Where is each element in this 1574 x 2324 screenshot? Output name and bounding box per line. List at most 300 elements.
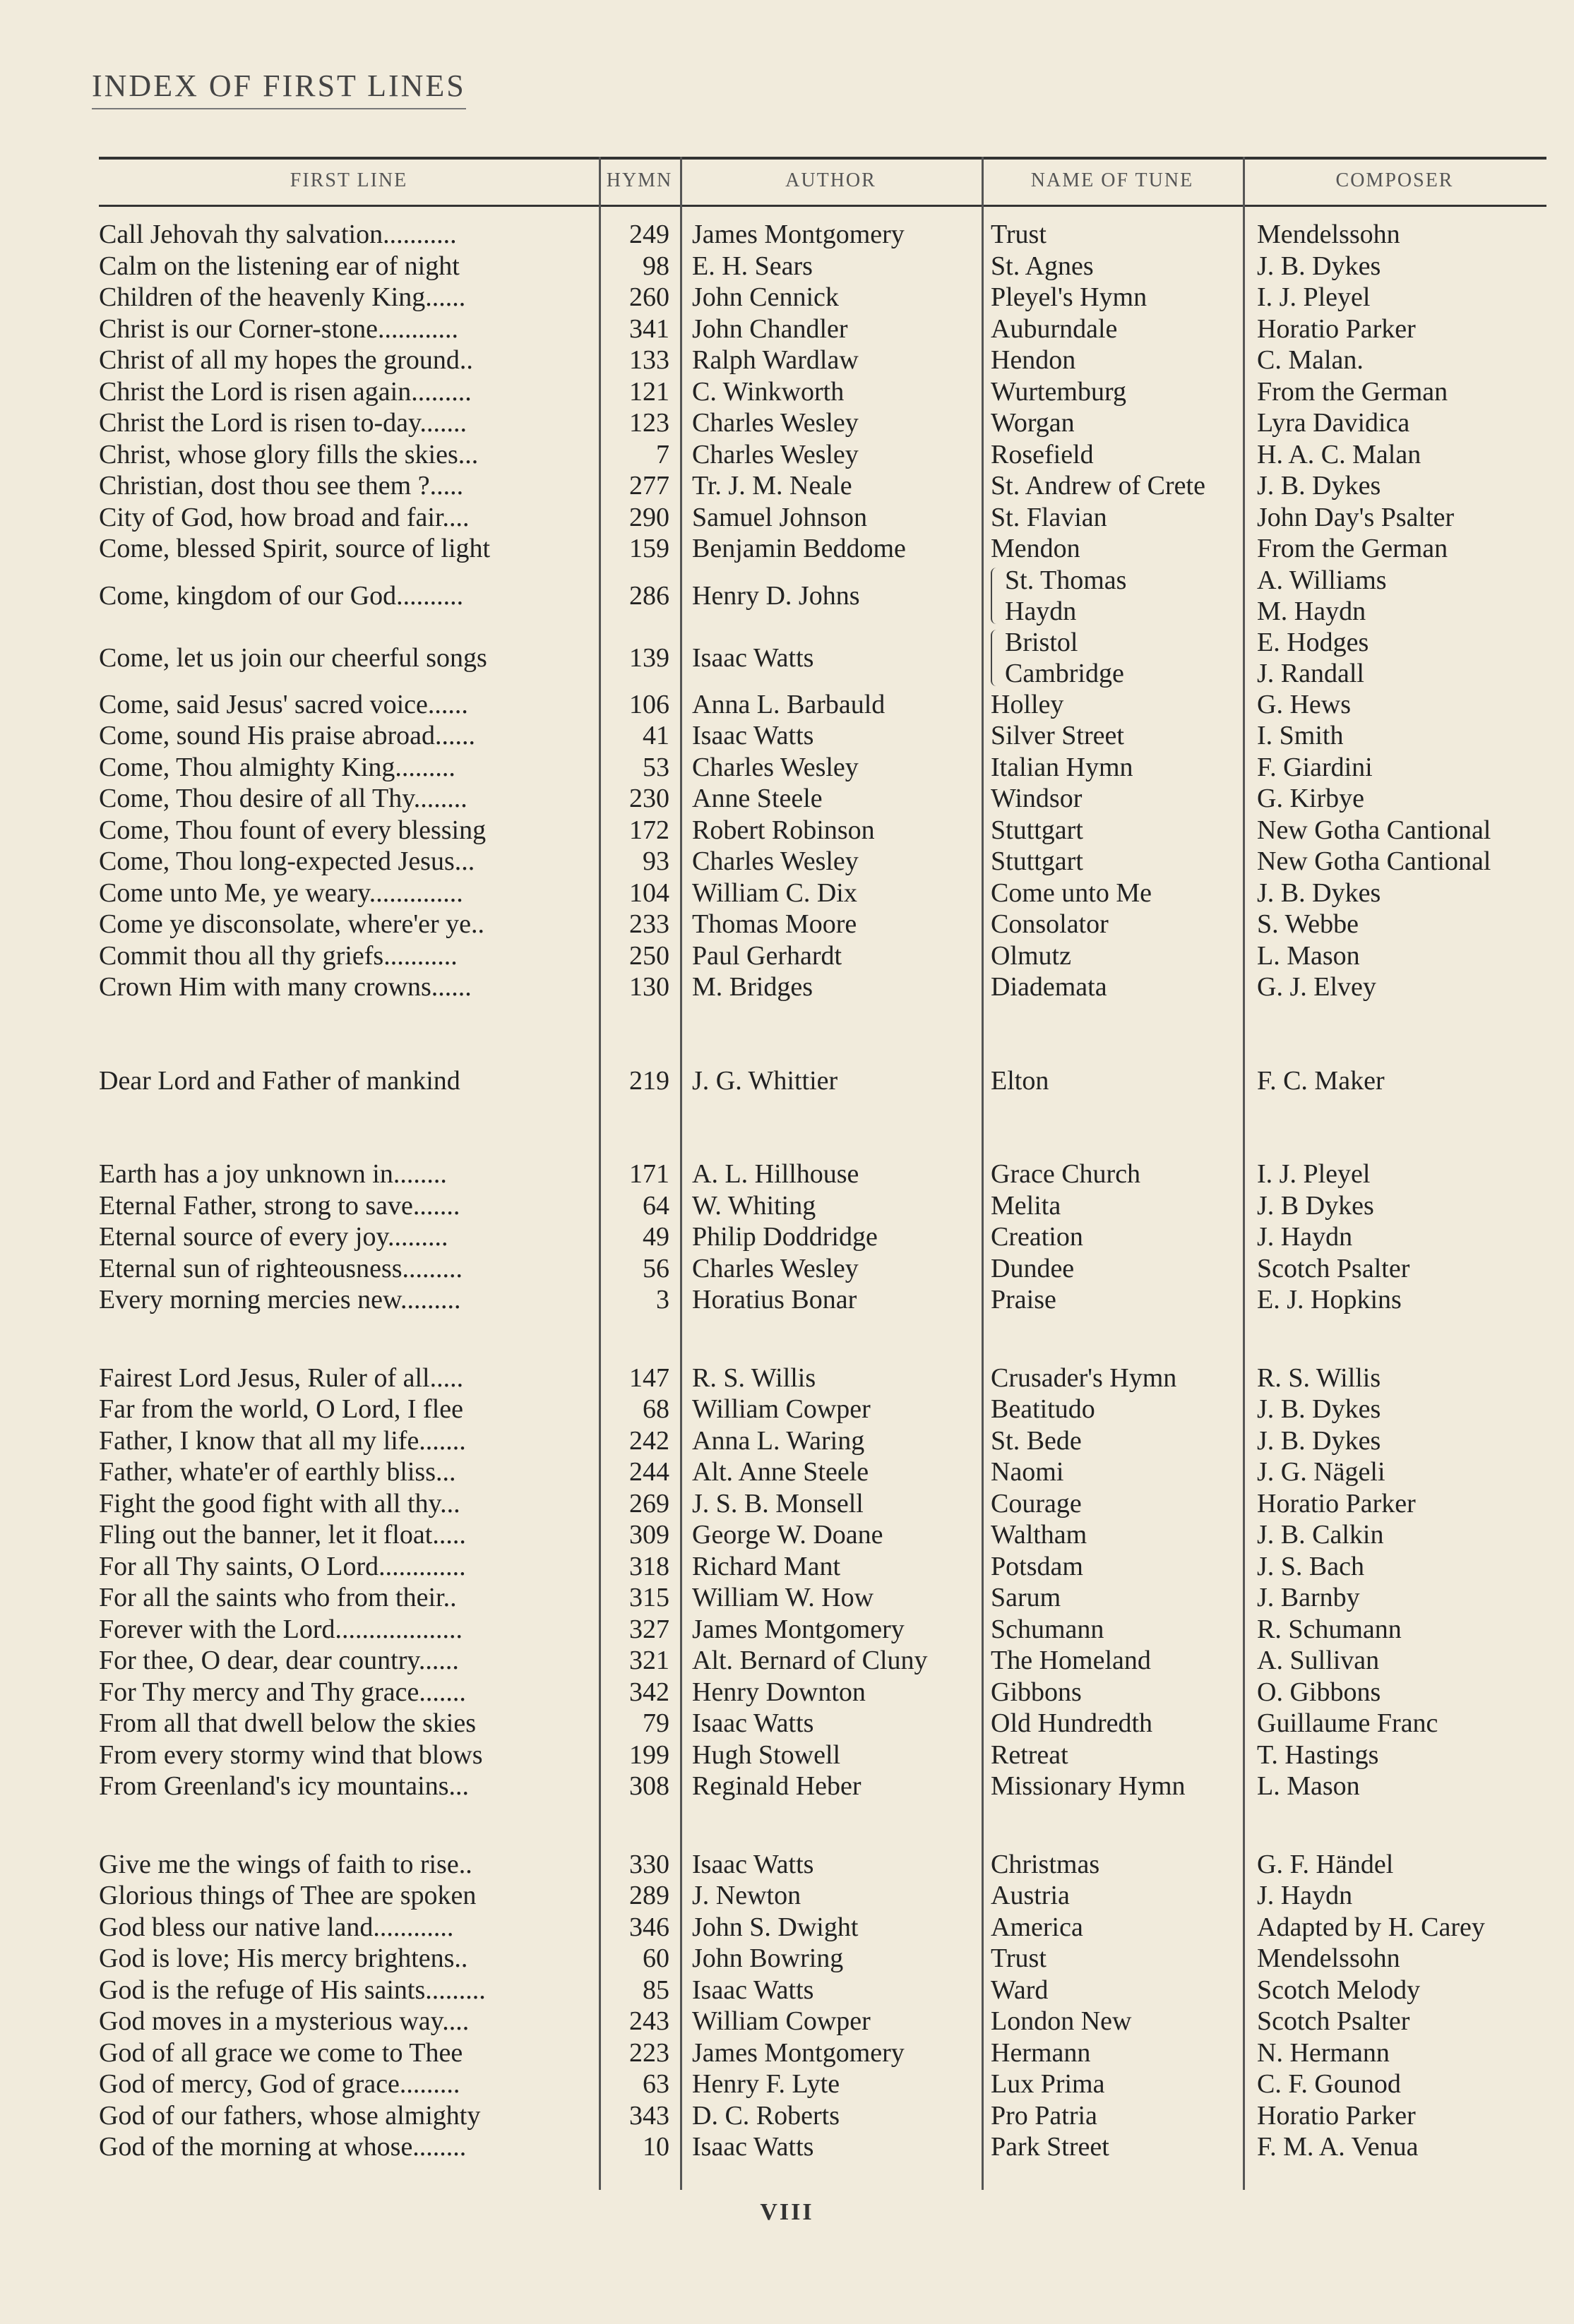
page-title: INDEX OF FIRST LINES [92,68,466,109]
tune-cell: Crusader's Hymn [991,1362,1177,1393]
composer-cell: G. J. Elvey [1257,972,1376,1002]
table-row [0,2100,1574,2131]
hymn-number-cell: 98 [643,251,669,281]
hymn-number-cell: 130 [629,972,669,1002]
table-row [0,439,1574,470]
author-cell: Paul Gerhardt [692,940,842,971]
first-line-cell: Fling out the banner, let it float..... [99,1520,466,1550]
table-row [0,1221,1574,1252]
author-cell: Henry F. Lyte [692,2069,840,2099]
composer-cell: F. M. A. Venua [1257,2132,1419,2162]
composer-cell: J. Haydn [1257,1222,1353,1252]
hymn-number-cell: 260 [629,282,669,312]
first-line-cell: Come, Thou fount of every blessing [99,815,487,845]
first-line-cell: Crown Him with many crowns...... [99,972,472,1002]
tune-cell: Wurtemburg [991,376,1126,407]
author-cell: George W. Doane [692,1520,883,1550]
tune-cell: Rosefield [991,439,1094,469]
table-row [0,345,1574,376]
author-cell: James Montgomery [692,220,905,249]
composer-cell: C. Malan. [1257,345,1364,375]
author-cell: John Cennick [692,282,839,312]
composer-cell: N. Hermann [1257,2037,1390,2068]
author-cell: Hugh Stowell [692,1739,841,1770]
author-cell: W. Whiting [692,1190,816,1221]
tune-cell: Diademata [991,972,1107,1002]
tune-cell: Austria [991,1881,1070,1910]
table-top-rule [99,157,1546,160]
composer-cell: R. Schumann [1257,1614,1402,1644]
author-cell: Anna L. Waring [692,1425,865,1456]
column-header-hymn: HYMN [606,169,673,191]
table-row [0,627,1574,689]
hymn-number-cell: 172 [629,815,669,845]
hymn-number-cell: 286 [629,580,669,611]
hymn-number-cell: 250 [629,940,669,971]
composer-cell: T. Hastings [1257,1739,1379,1770]
hymn-number-cell: 121 [629,376,669,407]
composer-cell: J. S. Bach [1257,1551,1364,1581]
composer-cell: From the German [1257,376,1448,407]
hymn-number-cell: 85 [643,1975,669,2005]
page-number: VIII [760,2199,814,2225]
composer-cell: J. B. Dykes [1257,1394,1381,1424]
tune-name: Cambridge [1005,658,1124,688]
tune-cell: Italian Hymn [991,752,1133,782]
hymn-number-cell: 289 [629,1881,669,1910]
composer-cell: J. B. Dykes [1257,878,1381,908]
hymn-number-cell: 60 [643,1943,669,1973]
author-cell: Robert Robinson [692,815,875,845]
first-line-cell: Come, Thou long-expected Jesus... [99,846,475,876]
hymn-number-cell: 269 [629,1488,669,1519]
first-line-cell: Glorious things of Thee are spoken [99,1881,477,1910]
author-cell: M. Bridges [692,972,813,1002]
author-cell: J. G. Whittier [692,1065,838,1096]
tune-cell: St. Andrew of Crete [991,471,1205,501]
author-cell: John Chandler [692,313,848,344]
author-cell: Richard Mant [692,1551,841,1581]
author-cell: Alt. Bernard of Cluny [692,1646,928,1675]
tune-cell: Olmutz [991,940,1071,971]
tune-cell: Mendon [991,534,1080,563]
table-row [0,752,1574,783]
hymn-number-cell: 159 [629,534,669,563]
hymn-number-cell: 290 [629,502,669,532]
hymn-number-cell: 93 [643,846,669,876]
table-row [0,1975,1574,2006]
tune-cell: Gibbons [991,1677,1082,1707]
author-cell: Reginald Heber [692,1771,861,1801]
tune-cell: Naomi [991,1457,1064,1487]
composer-cell: J. B. Dykes [1257,251,1381,281]
tune-cell: Praise [991,1285,1056,1314]
tune-cell: St. Bede [991,1425,1082,1456]
hymn-number-cell: 56 [643,1253,669,1283]
tune-cell: Stuttgart [991,815,1083,845]
tune-cell: Windsor [991,784,1083,813]
first-line-cell: Come, Thou desire of all Thy........ [99,784,467,813]
tune-cell: The Homeland [991,1646,1151,1675]
hymn-number-cell: 341 [629,313,669,344]
hymn-number-cell: 49 [643,1222,669,1252]
tune-cell: Missionary Hymn [991,1771,1186,1801]
first-line-cell: For all the saints who from their.. [99,1583,457,1612]
hymn-number-cell: 68 [643,1394,669,1424]
hymn-number-cell: 330 [629,1849,669,1879]
author-cell: Tr. J. M. Neale [692,471,852,501]
composer-cell: J. B. Dykes [1257,1425,1381,1456]
author-cell: J. Newton [692,1881,801,1910]
tune-cell: Sarum [991,1583,1061,1612]
author-cell: Philip Doddridge [692,1222,878,1252]
table-row [0,1190,1574,1221]
first-line-cell: Christ the Lord is risen again......... [99,376,472,407]
composer-cell [1257,565,1554,627]
author-cell: Henry Downton [692,1677,866,1707]
composer-cell: Mendelssohn [1257,1943,1400,1973]
hymn-number-cell: 327 [629,1614,669,1644]
composer-cell: J. G. Nägeli [1257,1457,1385,1487]
table-row [0,1645,1574,1676]
tune-cell: Retreat [991,1739,1068,1770]
author-cell: Charles Wesley [692,439,859,469]
table-row [0,909,1574,940]
composer-cell: G. Kirbye [1257,784,1364,813]
first-line-cell: Far from the world, O Lord, I flee [99,1394,464,1424]
composer-name: E. Hodges [1257,627,1369,657]
composer-cell: J. B. Calkin [1257,1520,1384,1550]
author-cell: C. Winkworth [692,376,845,407]
tune-cell: Grace Church [991,1159,1141,1189]
composer-cell: G. F. Händel [1257,1849,1394,1879]
first-line-cell: For thee, O dear, dear country...... [99,1646,459,1675]
first-line-cell: Come, said Jesus' sacred voice...... [99,689,468,719]
hymn-number-cell: 233 [629,909,669,939]
composer-cell: Guillaume Franc [1257,1708,1438,1738]
hymn-number-cell: 277 [629,471,669,501]
first-line-cell: Father, whate'er of earthly bliss... [99,1457,456,1487]
author-cell: Isaac Watts [692,1975,814,2005]
table-row [0,282,1574,313]
composer-cell: Horatio Parker [1257,2100,1416,2131]
hymn-number-cell: 223 [629,2037,669,2068]
table-row [0,2068,1574,2100]
first-line-cell: Forever with the Lord................... [99,1614,463,1644]
table-row [0,1158,1574,1190]
hymn-number-cell: 63 [643,2069,669,2099]
tune-cell: Elton [991,1065,1049,1096]
first-line-cell: From Greenland's icy mountains... [99,1771,469,1801]
hymn-number-cell: 53 [643,752,669,782]
tune-cell [991,565,1245,627]
tune-cell: Hendon [991,345,1076,375]
table-row [0,1425,1574,1456]
first-line-cell: Commit thou all thy griefs........... [99,940,458,971]
table-row [0,846,1574,877]
composer-name: M. Haydn [1257,596,1366,626]
first-line-cell: Come unto Me, ye weary.............. [99,878,463,908]
tune-cell: Trust [991,220,1047,249]
tune-name: St. Thomas [1005,565,1127,595]
composer-cell: John Day's Psalter [1257,502,1455,532]
first-line-cell: Christ of all my hopes the ground.. [99,345,473,375]
author-cell: Thomas Moore [692,909,857,939]
tune-cell: Lux Prima [991,2069,1105,2099]
first-line-cell: Call Jehovah thy salvation........... [99,220,457,249]
tune-cell: Potsdam [991,1551,1083,1581]
author-cell: Charles Wesley [692,408,859,438]
composer-cell: A. Sullivan [1257,1646,1380,1675]
first-line-cell: Every morning mercies new......... [99,1285,461,1314]
composer-cell: Adapted by H. Carey [1257,1912,1485,1942]
author-cell: William W. How [692,1583,874,1612]
hymn-number-cell: 308 [629,1771,669,1801]
tune-cell: Beatitudo [991,1394,1095,1424]
composer-cell: F. C. Maker [1257,1065,1385,1096]
author-cell: Anne Steele [692,784,823,813]
tune-cell: Come unto Me [991,878,1152,908]
composer-cell: Mendelssohn [1257,220,1400,249]
composer-cell: F. Giardini [1257,752,1373,782]
table-row [0,940,1574,971]
table-row [0,1065,1574,1096]
tune-cell: Park Street [991,2132,1109,2162]
table-row [0,1582,1574,1613]
composer-name: J. Randall [1257,658,1364,688]
tune-name: Bristol [1005,627,1078,657]
composer-cell: Scotch Psalter [1257,1253,1410,1283]
table-row [0,565,1574,627]
composer-cell: New Gotha Cantional [1257,846,1491,876]
hymn-number-cell: 309 [629,1520,669,1550]
first-line-cell: For Thy mercy and Thy grace....... [99,1677,466,1707]
hymn-number-cell: 123 [629,408,669,438]
hymn-number-cell: 342 [629,1677,669,1707]
brace-mark [991,630,1002,686]
hymn-number-cell: 171 [629,1159,669,1189]
author-cell: William Cowper [692,1394,871,1424]
first-line-cell: God of all grace we come to Thee [99,2037,463,2068]
first-line-cell: City of God, how broad and fair.... [99,502,470,532]
author-cell: John Bowring [692,1943,844,1973]
hymn-number-cell: 139 [629,642,669,673]
table-header-rule [99,205,1546,207]
tune-cell: Christmas [991,1849,1100,1879]
tune-cell: St. Flavian [991,502,1107,532]
tune-cell: Worgan [991,408,1075,438]
first-line-cell: God of mercy, God of grace......... [99,2069,460,2099]
first-line-cell: Dear Lord and Father of mankind [99,1065,460,1096]
table-row [0,533,1574,564]
composer-cell: G. Hews [1257,689,1351,719]
hymn-number-cell: 243 [629,2006,669,2036]
tune-cell: London New [991,2006,1132,2036]
tune-cell: Melita [991,1190,1061,1221]
first-line-cell: Father, I know that all my life....... [99,1425,466,1456]
first-line-cell: Christian, dost thou see them ?..... [99,471,464,501]
hymn-number-cell: 315 [629,1583,669,1612]
composer-cell: J. B Dykes [1257,1190,1374,1221]
first-line-cell: God moves in a mysterious way.... [99,2006,470,2036]
first-line-cell: Come, Thou almighty King......... [99,752,455,782]
table-row [0,1849,1574,1880]
author-cell: Anna L. Barbauld [692,689,886,719]
hymn-number-cell: 106 [629,689,669,719]
table-row [0,1284,1574,1315]
author-cell: William C. Dix [692,878,857,908]
table-row [0,815,1574,846]
composer-cell: H. A. C. Malan [1257,439,1421,469]
table-row [0,219,1574,250]
first-line-cell: Come, sound His praise abroad...... [99,721,475,750]
table-row [0,2037,1574,2068]
column-header-first-line: FIRST LINE [290,169,408,191]
hymn-number-cell: 104 [629,878,669,908]
table-row [0,2131,1574,2162]
first-line-cell: God is love; His mercy brightens.. [99,1943,468,1973]
tune-cell: Schumann [991,1614,1104,1644]
tune-cell: Dundee [991,1253,1075,1283]
table-row [0,689,1574,720]
first-line-cell: Children of the heavenly King...... [99,282,466,312]
author-cell: Isaac Watts [692,2132,814,2162]
brace-mark [991,568,1002,624]
table-row [0,1943,1574,1974]
first-line-cell: Calm on the listening ear of night [99,251,460,281]
table-row [0,1488,1574,1519]
first-line-cell: Eternal source of every joy......... [99,1222,448,1252]
table-row [0,1677,1574,1708]
first-line-cell: Come ye disconsolate, where'er ye.. [99,909,485,939]
composer-cell: J. B. Dykes [1257,471,1381,501]
hymn-number-cell: 249 [629,220,669,249]
tune-cell: Pro Patria [991,2100,1097,2131]
first-line-cell: Fight the good fight with all thy... [99,1488,460,1519]
table-row [0,313,1574,345]
tune-cell: Hermann [991,2037,1091,2068]
composer-cell: J. Barnby [1257,1583,1360,1612]
hymn-number-cell: 64 [643,1190,669,1221]
hymn-number-cell: 244 [629,1457,669,1487]
first-line-cell: Christ the Lord is risen to-day....... [99,408,467,438]
first-line-cell: Earth has a joy unknown in........ [99,1159,447,1189]
tune-cell: Stuttgart [991,846,1083,876]
tune-cell: Trust [991,1943,1047,1973]
composer-cell: Scotch Psalter [1257,2006,1410,2036]
first-line-cell: Come, let us join our cheerful songs [99,642,487,673]
table-row [0,720,1574,751]
author-cell: Isaac Watts [692,721,814,750]
author-cell: Charles Wesley [692,1253,859,1283]
table-row [0,1519,1574,1550]
author-cell: R. S. Willis [692,1362,816,1393]
first-line-cell: Give me the wings of faith to rise.. [99,1849,472,1879]
composer-cell: C. F. Gounod [1257,2069,1401,2099]
author-cell: Isaac Watts [692,1849,814,1879]
composer-cell: O. Gibbons [1257,1677,1381,1707]
hymn-number-cell: 147 [629,1362,669,1393]
hymn-number-cell: 3 [656,1285,669,1314]
hymn-number-cell: 321 [629,1646,669,1675]
column-header-composer: COMPOSER [1335,169,1454,191]
table-row [0,1253,1574,1284]
tune-cell: Holley [991,689,1064,719]
composer-cell: I. Smith [1257,721,1344,750]
tune-cell: Pleyel's Hymn [991,282,1147,312]
hymn-number-cell: 41 [643,721,669,750]
table-row [0,971,1574,1002]
author-cell: Henry D. Johns [692,580,860,611]
composer-cell: E. J. Hopkins [1257,1285,1402,1314]
author-cell: Alt. Anne Steele [692,1457,869,1487]
tune-name: Haydn [1005,596,1077,626]
first-line-cell: Eternal Father, strong to save....... [99,1190,460,1221]
first-line-cell: From every stormy wind that blows [99,1739,483,1770]
composer-cell: S. Webbe [1257,909,1359,939]
tune-cell: Silver Street [991,721,1124,750]
tune-cell: Auburndale [991,313,1118,344]
table-row [0,1614,1574,1645]
table-row [0,502,1574,533]
composer-cell: J. Haydn [1257,1881,1353,1910]
hymn-number-cell: 10 [643,2132,669,2162]
composer-cell: L. Mason [1257,940,1360,971]
tune-cell: Old Hundredth [991,1708,1153,1738]
first-line-cell: From all that dwell below the skies [99,1708,477,1738]
composer-cell: From the German [1257,534,1448,563]
hymn-number-cell: 318 [629,1551,669,1581]
table-row [0,1739,1574,1771]
first-line-cell: Come, blessed Spirit, source of light [99,534,491,563]
table-row [0,251,1574,282]
author-cell: E. H. Sears [692,251,813,281]
author-cell: A. L. Hillhouse [692,1159,859,1189]
tune-cell: Waltham [991,1520,1087,1550]
author-cell: Ralph Wardlaw [692,345,859,375]
hymn-number-cell: 219 [629,1065,669,1096]
table-row [0,1394,1574,1425]
author-cell: Isaac Watts [692,642,814,673]
author-cell: James Montgomery [692,2037,905,2068]
hymn-number-cell: 79 [643,1708,669,1738]
author-cell: Benjamin Beddome [692,534,906,563]
hymn-number-cell: 230 [629,784,669,813]
table-row [0,2006,1574,2037]
author-cell: Horatius Bonar [692,1285,857,1314]
tune-cell [991,627,1245,689]
first-line-cell: Eternal sun of righteousness......... [99,1253,463,1283]
tune-cell: America [991,1912,1083,1942]
author-cell: John S. Dwight [692,1912,859,1942]
author-cell: Isaac Watts [692,1708,814,1738]
table-row [0,1551,1574,1582]
composer-cell: Lyra Davidica [1257,408,1410,438]
table-row [0,376,1574,407]
table-row [0,878,1574,909]
first-line-cell: For all Thy saints, O Lord............. [99,1551,466,1581]
table-row [0,470,1574,501]
table-row [0,407,1574,438]
first-line-cell: Come, kingdom of our God.......... [99,580,464,611]
composer-name: A. Williams [1257,565,1387,595]
first-line-cell: God of our fathers, whose almighty [99,2100,481,2131]
composer-cell: I. J. Pleyel [1257,1159,1371,1189]
first-line-cell: God is the refuge of His saints......... [99,1975,486,2005]
column-header-tune: NAME OF TUNE [1030,169,1194,191]
table-row [0,1912,1574,1943]
table-row [0,1771,1574,1802]
